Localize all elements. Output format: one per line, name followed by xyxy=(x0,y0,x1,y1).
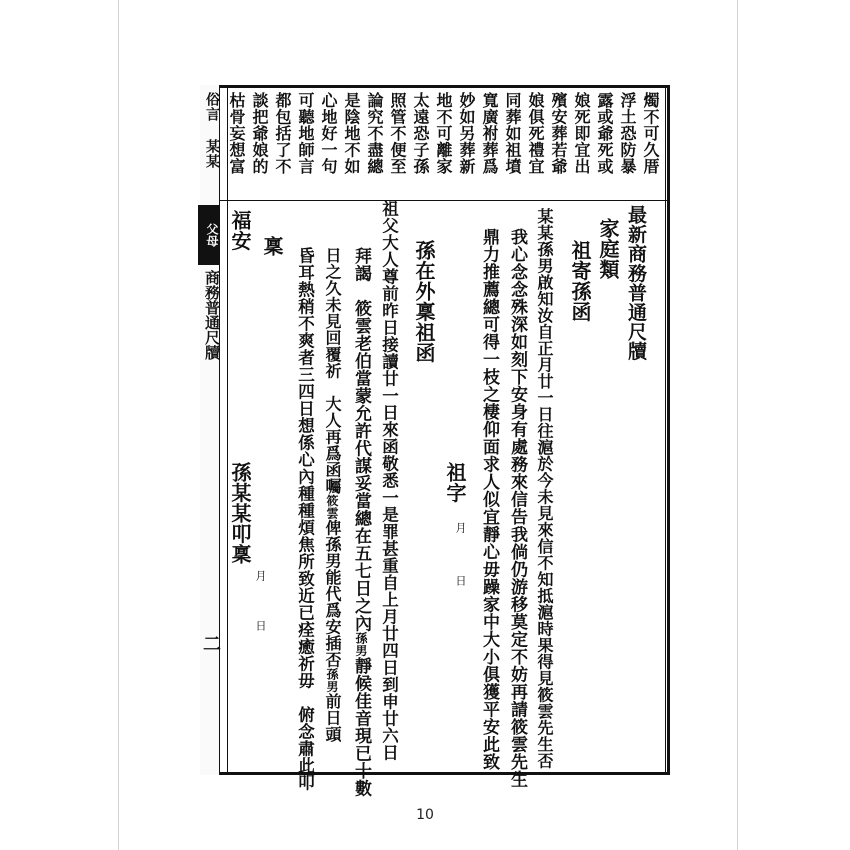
page-frame-right-border xyxy=(665,85,670,775)
note-column: 浮土恐防暴 xyxy=(618,92,637,175)
letter-line: 鼎力推薦總可得一枝之棲仰面求人似宜靜心毋躁家中大小俱獲平安此致 xyxy=(479,228,499,771)
banner-section-label: 父母 xyxy=(198,205,220,265)
scan-edge-right xyxy=(737,0,738,850)
note-column: 娘俱死禮宜 xyxy=(526,92,545,175)
letter-heading: 孫在外稟祖函 xyxy=(412,240,436,363)
line-small-text: 孫男 xyxy=(325,668,339,693)
note-column: 燭不可久厝 xyxy=(641,92,660,175)
date-day: 日 xyxy=(454,575,467,586)
letter-line xyxy=(352,247,369,797)
line-text: 代爲安插否 xyxy=(323,585,342,668)
line-small-text: 孫男 xyxy=(354,632,368,657)
page-frame xyxy=(200,85,668,775)
note-column: 心地好一句 xyxy=(319,92,338,175)
note-column: 寬廣祔葬爲 xyxy=(480,92,499,175)
closing-line: 福安 xyxy=(228,210,252,251)
banner-book-title: 商務普通尺牘 xyxy=(203,270,221,360)
note-column: 地不可離家 xyxy=(434,92,453,175)
line-text: 俾孫男能 xyxy=(323,519,342,586)
note-column: 照管不便至 xyxy=(388,92,407,175)
note-column: 枯骨妄想富 xyxy=(227,92,246,175)
letter-line: 昏耳熱稍不爽者三四日想係心內種種煩焦所致近已痊癒祈毋 俯念肅此叩 xyxy=(295,247,315,791)
scan-edge-left xyxy=(118,0,119,850)
date-month: 月 xyxy=(254,570,267,581)
note-column: 談把爺娘的 xyxy=(250,92,269,175)
letter-line: 祖父大人尊前昨日接讀廿一日來函敬悉一是罪甚重自上月廿四日到申廿六日 xyxy=(379,200,399,761)
letter-heading: 祖寄孫函 xyxy=(568,240,592,322)
note-column: 殯安葬若爺 xyxy=(549,92,568,175)
date-day: 日 xyxy=(254,620,267,631)
date-month: 月 xyxy=(454,522,467,533)
note-column: 太遠恐子孫 xyxy=(411,92,430,175)
note-column: 都包括了不 xyxy=(273,92,292,175)
letter-line: 我心念念殊深如刻下安身有處務來信告我倘仍游移莫定不妨再請筱雲先生 xyxy=(507,228,527,788)
note-column: 論究不盡總 xyxy=(365,92,384,175)
letter-line xyxy=(324,247,340,743)
signature: 祖字 xyxy=(443,462,467,503)
note-column: 是陰地不如 xyxy=(342,92,361,175)
line-text: 日之久未見回覆祈 大人再爲函囑 xyxy=(323,247,342,495)
category-heading: 家庭類 xyxy=(596,218,620,280)
note-column: 妙如另葬新 xyxy=(457,92,476,175)
line-text: 前日頭 xyxy=(323,693,342,743)
line-text: 靜候佳音現已十數 xyxy=(351,657,371,797)
signature: 孫某某叩稟 xyxy=(228,462,252,565)
line-small-text: 筱雲 xyxy=(325,494,339,520)
note-band-divider xyxy=(200,200,668,201)
letter-line: 某某孫男啟知汝自正月廿一日往滬於今未見來信不知抵滬時果得見筱雲先生否 xyxy=(535,208,554,769)
note-column: 娘死即宜出 xyxy=(572,92,591,175)
note-column: 同葬如祖墳 xyxy=(503,92,522,175)
note-column: 露或爺死或 xyxy=(595,92,614,175)
folio-number: 二 xyxy=(203,634,221,655)
note-column: 可聽地師言 xyxy=(296,92,315,175)
book-title: 最新商務普通尺牘 xyxy=(625,205,647,361)
banner-title: 俗言 某某 xyxy=(204,92,220,169)
banner-column xyxy=(200,85,220,775)
line-text: 拜謁 筱雲老伯當蒙允許代謀妥當總在五七日之內 xyxy=(351,247,371,632)
banner-column-rule xyxy=(220,85,228,775)
page-number: 10 xyxy=(416,807,434,823)
closing-line: 稟 xyxy=(260,236,284,257)
